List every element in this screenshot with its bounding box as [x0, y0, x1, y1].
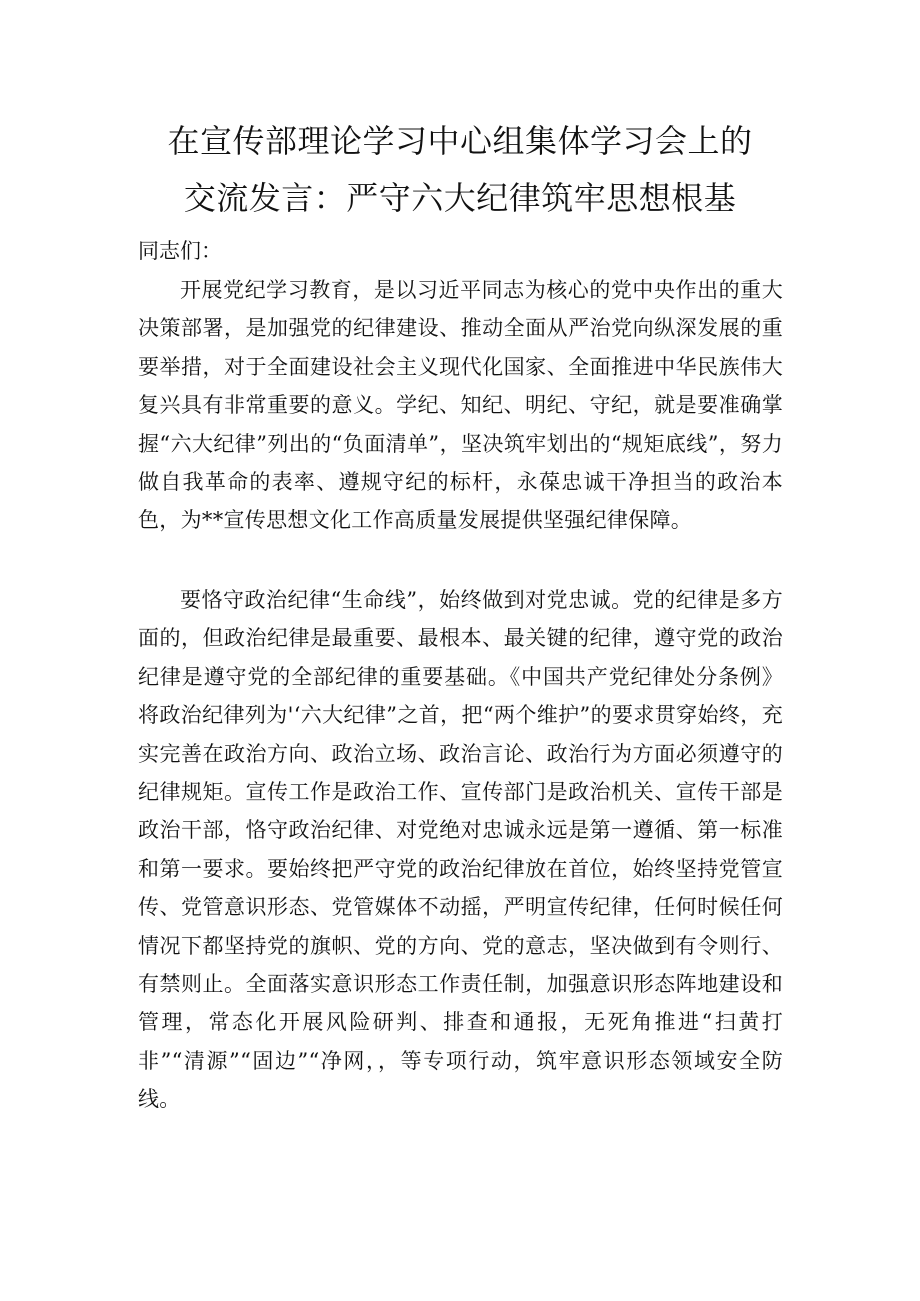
document-title-line-1: 在宣传部理论学习中心组集体学习会上的	[167, 122, 753, 160]
paragraph-1: 开展党纪学习教育，是以习近平同志为核心的党中央作出的重大决策部署，是加强党的纪律建设、推动全面从严治党向纵深发展的重要举措，对于全面建设社会主义现代化国家、全面推进中华民族伟大复兴具有非常重要的意义。学纪、知纪、明纪、守纪，就是要准确掌握“六大纪律”列出的“负面清单”，坚决筑牢划出的“规矩底线”，努力做自我革命的表率、遵规守纪的标杆，永葆忠诚干净担当的政治本色，为**宣传思想文化工作高质量发展提供坚强纪律保障。	[138, 278, 783, 533]
paragraph-2: 要恪守政治纪律“生命线”，始终做到对党忠诚。党的纪律是多方面的，但政治纪律是最重要、最根本、最关键的纪律，遵守党的政治纪律是遵守党的全部纪律的重要基础。《中国共产党纪律处分条例》将政治纪律列为'‘六大纪律”之首，把“两个维护”的要求贯穿始终，充实完善在政治方向、政治立场、政治言论、政治行为方面必须遵守的纪律规矩。宣传工作是政治工作、宣传部门是政治机关、宣传干部是政治干部，恪守政治纪律、对党绝对忠诚永远是第一遵循、第一标准和第一要求。要始终把严守党的政治纪律放在首位，始终坚持党管宣传、党管意识形态、党管媒体不动摇，严明宣传纪律，任何时候任何情况下都坚持党的旗帜、党的方向、党的意志，坚决做到有令则行、有禁则止。全面落实意识形态工作责任制，加强意识形态阵地建设和管理，常态化开展风险研判、排查和通报，无死角推进“扫黄打非”“清源”“固边”“净网，，等专项行动，筑牢意识形态领域安全防线。	[138, 588, 783, 1112]
document-title-line-2: 交流发言：严守六大纪律筑牢思想根基	[183, 179, 737, 217]
salutation: 同志们：	[138, 239, 222, 263]
